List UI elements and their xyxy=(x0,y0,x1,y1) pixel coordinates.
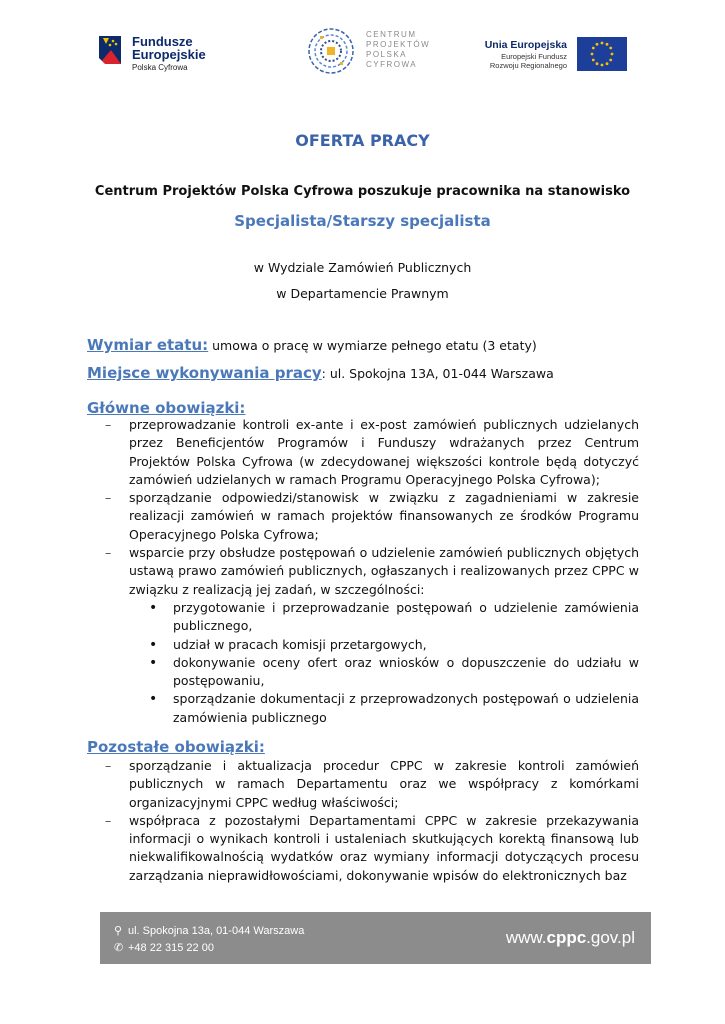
footer-website-link[interactable] xyxy=(506,928,635,948)
web-prefix: www. xyxy=(505,928,547,947)
field-miejsce-pracy xyxy=(87,364,554,382)
footer-phone xyxy=(114,941,214,954)
other-duties-list xyxy=(87,757,639,885)
phone-icon: ✆ xyxy=(114,942,124,954)
cppc-line4: CYFROWA xyxy=(366,60,418,69)
wymiar-value: umowa o pracę w wymiarze pełnego etatu (3 etaty) xyxy=(208,338,537,353)
footer-bar xyxy=(100,912,651,964)
fundusze-europejskie-logo xyxy=(97,30,207,74)
position-title: Specjalista/Starszy specjalista xyxy=(234,212,491,230)
sub-list-item: • dokonywanie oceny ofert oraz wniosków o dopuszczenie do udziału w postępowaniu, xyxy=(129,654,639,691)
sub-list-item: • udział w pracach komisji przetargowych, xyxy=(129,636,639,654)
list-item: – współpraca z pozostałymi Departamentami CPPC w zakresie przekazywania informacji o wynikach kontroli i ustaleniach skutkujących korektą finansową lub niekwalifikowalnością wydatków oraz wymiany informacji dotyczących procesu zarządzania nieprawidłowościami, dokonywanie wpisów do elektronicznych baz xyxy=(87,812,639,885)
eu-line3: Rozwoju Regionalnego xyxy=(489,61,567,70)
cppc-logo xyxy=(300,26,430,76)
unia-europejska-logo xyxy=(479,34,629,74)
sub-list-item: • sporządzanie dokumentacji z przeprowadzonych postępowań o udzielenia zamówienia publicznego xyxy=(129,690,639,727)
miejsce-value: : ul. Spokojna 13A, 01-044 Warszawa xyxy=(321,366,554,381)
location-pin-icon: ⚲ xyxy=(114,925,123,937)
logo-bar xyxy=(0,26,725,76)
other-duties-heading: Pozostałe obowiązki: xyxy=(87,738,265,756)
web-suffix: .gov.pl xyxy=(586,928,635,947)
main-duties-list xyxy=(87,416,639,727)
fe-line3: Polska Cyfrowa xyxy=(132,63,188,72)
list-item-text: wsparcie przy obsłudze postępowań o udzielenie zamówień publicznych objętych ustawą prawo zamówień publicznych, ogłaszanych i realizowanych przez CPPC w związku z realizacją jej zadań, w szczególności: xyxy=(129,545,639,597)
list-item: – przeprowadzanie kontroli ex-ante i ex-post zamówień publicznych udzielanych przez Beneficjentów Programów i Funduszy wdrażanych przez Centrum Projektów Polska Cyfrowa (w zdecydowanej większości kontrole będą dotyczyć zamówień udzielanych w ramach Programu Operacyjnego Polska Cyfrowa); xyxy=(87,416,639,489)
list-item: – sporządzanie odpowiedzi/stanowisk w związku z zagadnieniami w zakresie realizacji zamówień w ramach projektów finansowanych ze środków Programu Operacyjnego Polska Cyfrowa; xyxy=(87,489,639,544)
sub-list-item: • przygotowanie i przeprowadzanie postępowań o udzielenie zamówienia publicznego, xyxy=(129,599,639,636)
eu-line2: Europejski Fundusz xyxy=(501,52,567,61)
intro-text: Centrum Projektów Polska Cyfrowa poszukuje pracownika na stanowisko xyxy=(94,184,631,199)
department-line-1: w Wydziale Zamówień Publicznych xyxy=(253,260,472,275)
eu-line1: Unia Europejska xyxy=(484,39,567,51)
miejsce-label: Miejsce wykonywania pracy xyxy=(87,364,322,382)
department-line-2: w Departamencie Prawnym xyxy=(276,286,449,301)
cppc-line2: PROJEKTÓW xyxy=(366,40,431,49)
sub-list xyxy=(129,599,639,727)
field-wymiar-etatu xyxy=(87,336,537,354)
fe-flag-icon xyxy=(97,32,127,68)
page-title: OFERTA PRACY xyxy=(295,131,430,150)
web-domain: cppc xyxy=(546,928,587,947)
cppc-line1: CENTRUM xyxy=(366,30,417,39)
footer-phone-text: +48 22 315 22 00 xyxy=(128,942,214,954)
fe-line2: Europejskie xyxy=(132,47,206,62)
eu-flag-icon xyxy=(577,37,627,71)
cppc-line3: POLSKA xyxy=(366,50,408,59)
main-duties-heading: Główne obowiązki: xyxy=(87,399,246,417)
footer-address xyxy=(114,924,304,937)
fe-line1: Fundusze xyxy=(132,34,193,49)
footer-address-text: ul. Spokojna 13a, 01-044 Warszawa xyxy=(128,925,305,937)
list-item: – sporządzanie i aktualizacja procedur CPPC w zakresie kontroli zamówień publicznych w ramach Departamentu oraz we współpracy z komórkami organizacyjnymi CPPC według właściwości; xyxy=(87,757,639,812)
cppc-circuit-icon xyxy=(300,26,362,76)
wymiar-label: Wymiar etatu: xyxy=(87,336,209,354)
list-item xyxy=(87,544,639,727)
